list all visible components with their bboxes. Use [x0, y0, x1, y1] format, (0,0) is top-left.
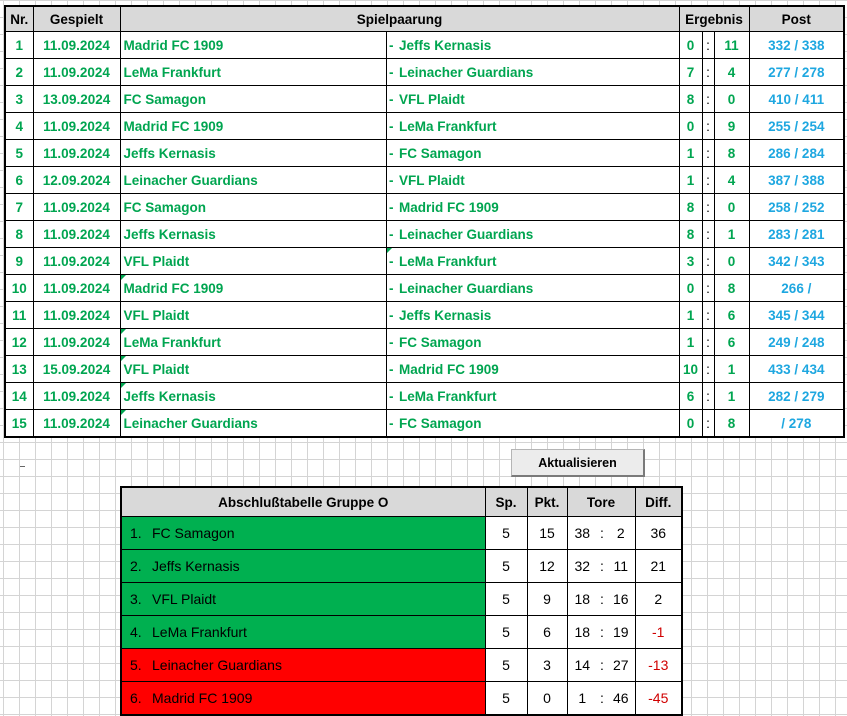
match-post[interactable]: / 278 [749, 410, 844, 438]
match-home-goals[interactable]: 1 [679, 140, 702, 167]
match-row [5, 194, 844, 221]
match-home-goals[interactable]: 1 [679, 167, 702, 194]
match-separator[interactable]: - [386, 113, 396, 140]
match-away-team[interactable]: VFL Plaidt [396, 86, 679, 113]
match-date[interactable]: 11.09.2024 [33, 140, 120, 167]
match-schedule-table [4, 5, 845, 438]
match-home-goals[interactable]: 0 [679, 113, 702, 140]
match-score-colon[interactable]: : [702, 194, 714, 221]
match-row [5, 140, 844, 167]
standings-goals-colon[interactable]: : [597, 649, 607, 682]
match-home-team[interactable]: Jeffs Kernasis [120, 221, 386, 248]
match-post[interactable]: 433 / 434 [749, 356, 844, 383]
match-separator[interactable]: - [386, 194, 396, 221]
match-score-colon[interactable]: : [702, 410, 714, 438]
match-separator[interactable]: - [386, 383, 396, 410]
match-away-goals[interactable]: 1 [714, 221, 749, 248]
standings-goals-against[interactable]: 46 [607, 682, 635, 716]
match-nr[interactable]: 3 [5, 86, 33, 113]
match-score-colon[interactable]: : [702, 140, 714, 167]
standings-goals-colon[interactable]: : [597, 550, 607, 583]
match-home-team[interactable]: VFL Plaidt [120, 248, 386, 275]
match-date[interactable]: 12.09.2024 [33, 167, 120, 194]
match-date[interactable]: 11.09.2024 [33, 194, 120, 221]
match-row [5, 59, 844, 86]
standings-diff[interactable]: -1 [635, 616, 682, 649]
standings-header-pkt[interactable]: Pkt. [527, 487, 567, 517]
match-date[interactable]: 11.09.2024 [33, 32, 120, 59]
match-date[interactable]: 11.09.2024 [33, 410, 120, 438]
standings-rank: 6. [130, 690, 142, 706]
match-date[interactable]: 11.09.2024 [33, 329, 120, 356]
standings-rank: 2. [130, 558, 142, 574]
match-row [5, 329, 844, 356]
match-nr[interactable]: 6 [5, 167, 33, 194]
match-separator[interactable]: - [386, 302, 396, 329]
match-separator[interactable]: - [386, 59, 396, 86]
match-score-colon[interactable]: : [702, 167, 714, 194]
match-date[interactable]: 11.09.2024 [33, 59, 120, 86]
match-away-goals[interactable]: 0 [714, 194, 749, 221]
match-away-goals[interactable]: 8 [714, 410, 749, 438]
standings-goals-for[interactable]: 18 [567, 616, 597, 649]
match-away-team[interactable]: Jeffs Kernasis [396, 302, 679, 329]
match-home-team[interactable]: VFL Plaidt [120, 302, 386, 329]
match-away-goals[interactable]: 1 [714, 383, 749, 410]
match-post[interactable]: 266 / [749, 275, 844, 302]
match-post[interactable]: 387 / 388 [749, 167, 844, 194]
match-home-team[interactable]: FC Samagon [120, 194, 386, 221]
standings-pkt[interactable]: 12 [527, 550, 567, 583]
standings-team-name: Jeffs Kernasis [152, 558, 240, 574]
match-away-goals[interactable]: 8 [714, 140, 749, 167]
match-home-team[interactable]: Jeffs Kernasis [120, 383, 386, 410]
match-home-goals[interactable]: 3 [679, 248, 702, 275]
match-score-colon[interactable]: : [702, 248, 714, 275]
match-date[interactable]: 13.09.2024 [33, 86, 120, 113]
header-post[interactable]: Post [749, 6, 844, 32]
match-nr[interactable]: 12 [5, 329, 33, 356]
standings-row [121, 649, 682, 682]
match-score-colon[interactable]: : [702, 221, 714, 248]
standings-team-name: LeMa Frankfurt [152, 624, 247, 640]
match-nr[interactable]: 14 [5, 383, 33, 410]
standings-diff[interactable]: -45 [635, 682, 682, 716]
match-home-team[interactable]: Madrid FC 1909 [120, 113, 386, 140]
match-post[interactable]: 342 / 343 [749, 248, 844, 275]
standings-diff[interactable]: -13 [635, 649, 682, 682]
standings-rank: 4. [130, 624, 142, 640]
standings-pkt[interactable]: 15 [527, 517, 567, 550]
match-away-goals[interactable]: 9 [714, 113, 749, 140]
match-date[interactable]: 11.09.2024 [33, 383, 120, 410]
match-score-colon[interactable]: : [702, 86, 714, 113]
match-nr[interactable]: 5 [5, 140, 33, 167]
match-post[interactable]: 282 / 279 [749, 383, 844, 410]
match-nr[interactable]: 4 [5, 113, 33, 140]
standings-goals-against[interactable]: 19 [607, 616, 635, 649]
match-away-goals[interactable]: 6 [714, 302, 749, 329]
match-separator[interactable]: - [386, 32, 396, 59]
match-home-goals[interactable]: 7 [679, 59, 702, 86]
standings-team-cell[interactable] [121, 550, 485, 583]
match-home-goals[interactable]: 0 [679, 275, 702, 302]
standings-goals-for[interactable]: 1 [567, 682, 597, 716]
match-score-colon[interactable]: : [702, 302, 714, 329]
standings-header-row [121, 487, 682, 517]
match-away-team[interactable]: Leinacher Guardians [396, 275, 679, 302]
match-home-goals[interactable]: 1 [679, 302, 702, 329]
match-score-colon[interactable]: : [702, 383, 714, 410]
standings-goals-for[interactable]: 38 [567, 517, 597, 550]
match-away-goals[interactable]: 6 [714, 329, 749, 356]
match-away-team[interactable]: Jeffs Kernasis [396, 32, 679, 59]
standings-sp[interactable]: 5 [485, 517, 527, 550]
match-score-colon[interactable]: : [702, 113, 714, 140]
match-home-team[interactable]: VFL Plaidt [120, 356, 386, 383]
match-nr[interactable]: 2 [5, 59, 33, 86]
match-separator[interactable]: - [386, 248, 396, 275]
match-separator[interactable]: - [386, 140, 396, 167]
match-row [5, 302, 844, 329]
standings-goals-colon[interactable]: : [597, 517, 607, 550]
match-row [5, 356, 844, 383]
match-away-team[interactable]: LeMa Frankfurt [396, 383, 679, 410]
standings-goals-for[interactable]: 14 [567, 649, 597, 682]
match-home-team[interactable]: Leinacher Guardians [120, 167, 386, 194]
match-row [5, 221, 844, 248]
match-row [5, 248, 844, 275]
match-away-goals[interactable]: 8 [714, 275, 749, 302]
match-home-goals[interactable]: 6 [679, 383, 702, 410]
match-nr[interactable]: 15 [5, 410, 33, 438]
match-away-team[interactable]: FC Samagon [396, 140, 679, 167]
match-home-goals[interactable]: 8 [679, 194, 702, 221]
match-away-team[interactable]: LeMa Frankfurt [396, 248, 679, 275]
match-row [5, 113, 844, 140]
header-nr[interactable]: Nr. [5, 6, 33, 32]
standings-row [121, 517, 682, 550]
match-score-colon[interactable]: : [702, 329, 714, 356]
standings-row [121, 616, 682, 649]
standings-rank: 3. [130, 591, 142, 607]
match-away-goals[interactable]: 1 [714, 356, 749, 383]
match-separator[interactable]: - [386, 275, 396, 302]
header-spielpaarung[interactable]: Spielpaarung [120, 6, 679, 32]
match-separator[interactable]: - [386, 86, 396, 113]
match-home-team[interactable]: Jeffs Kernasis [120, 140, 386, 167]
match-post[interactable]: 255 / 254 [749, 113, 844, 140]
match-home-team[interactable]: LeMa Frankfurt [120, 329, 386, 356]
standings-header-sp[interactable]: Sp. [485, 487, 527, 517]
match-home-goals[interactable]: 0 [679, 32, 702, 59]
header-ergebnis[interactable]: Ergebnis [679, 6, 749, 32]
match-date[interactable]: 11.09.2024 [33, 302, 120, 329]
match-away-team[interactable]: LeMa Frankfurt [396, 113, 679, 140]
match-post[interactable]: 410 / 411 [749, 86, 844, 113]
match-home-goals[interactable]: 0 [679, 410, 702, 438]
standings-pkt[interactable]: 9 [527, 583, 567, 616]
standings-goals-for[interactable]: 18 [567, 583, 597, 616]
match-post[interactable]: 283 / 281 [749, 221, 844, 248]
match-row [5, 383, 844, 410]
match-date[interactable]: 11.09.2024 [33, 248, 120, 275]
match-away-team[interactable]: Leinacher Guardians [396, 59, 679, 86]
match-header-row [5, 6, 844, 32]
match-away-team[interactable]: Leinacher Guardians [396, 221, 679, 248]
standings-header-diff[interactable]: Diff. [635, 487, 682, 517]
standings-team-cell[interactable] [121, 682, 485, 716]
standings-table [120, 486, 683, 716]
match-post[interactable]: 332 / 338 [749, 32, 844, 59]
match-home-team[interactable]: Leinacher Guardians [120, 410, 386, 438]
match-separator[interactable]: - [386, 410, 396, 438]
match-row [5, 275, 844, 302]
match-score-colon[interactable]: : [702, 59, 714, 86]
aktualisieren-button[interactable]: Aktualisieren [511, 449, 645, 477]
match-date[interactable]: 11.09.2024 [33, 221, 120, 248]
match-home-goals[interactable]: 8 [679, 221, 702, 248]
standings-sp[interactable]: 5 [485, 550, 527, 583]
standings-title[interactable]: Abschlußtabelle Gruppe O [121, 487, 485, 517]
standings-team-name: Madrid FC 1909 [152, 690, 253, 706]
standings-goals-against[interactable]: 11 [607, 550, 635, 583]
standings-row [121, 682, 682, 716]
standings-sp[interactable]: 5 [485, 583, 527, 616]
standings-diff[interactable]: 36 [635, 517, 682, 550]
match-away-goals[interactable]: 4 [714, 59, 749, 86]
standings-team-name: VFL Plaidt [152, 591, 217, 607]
match-separator[interactable]: - [386, 329, 396, 356]
match-row [5, 86, 844, 113]
standings-pkt[interactable]: 0 [527, 682, 567, 716]
stray-cell-mark [20, 466, 25, 467]
standings-row [121, 583, 682, 616]
match-post[interactable]: 286 / 284 [749, 140, 844, 167]
match-away-team[interactable]: FC Samagon [396, 329, 679, 356]
match-away-goals[interactable]: 4 [714, 167, 749, 194]
standings-team-name: Leinacher Guardians [152, 657, 282, 673]
match-home-team[interactable]: LeMa Frankfurt [120, 59, 386, 86]
standings-goals-for[interactable]: 32 [567, 550, 597, 583]
standings-sp[interactable]: 5 [485, 616, 527, 649]
match-post[interactable]: 249 / 248 [749, 329, 844, 356]
match-nr[interactable]: 11 [5, 302, 33, 329]
match-score-colon[interactable]: : [702, 32, 714, 59]
standings-row [121, 550, 682, 583]
match-separator[interactable]: - [386, 356, 396, 383]
standings-goals-colon[interactable]: : [597, 583, 607, 616]
standings-diff[interactable]: 2 [635, 583, 682, 616]
match-nr[interactable]: 1 [5, 32, 33, 59]
match-nr[interactable]: 7 [5, 194, 33, 221]
standings-sp[interactable]: 5 [485, 649, 527, 682]
standings-goals-colon[interactable]: : [597, 616, 607, 649]
match-separator[interactable]: - [386, 221, 396, 248]
match-home-goals[interactable]: 10 [679, 356, 702, 383]
match-home-team[interactable]: Madrid FC 1909 [120, 275, 386, 302]
standings-team-cell[interactable] [121, 649, 485, 682]
standings-sp[interactable]: 5 [485, 682, 527, 716]
match-score-colon[interactable]: : [702, 356, 714, 383]
standings-team-cell[interactable] [121, 583, 485, 616]
match-date[interactable]: 11.09.2024 [33, 275, 120, 302]
match-date[interactable]: 15.09.2024 [33, 356, 120, 383]
match-away-team[interactable]: Madrid FC 1909 [396, 194, 679, 221]
match-nr[interactable]: 10 [5, 275, 33, 302]
standings-goals-colon[interactable]: : [597, 682, 607, 716]
match-post[interactable]: 277 / 278 [749, 59, 844, 86]
match-away-team[interactable]: VFL Plaidt [396, 167, 679, 194]
standings-goals-against[interactable]: 16 [607, 583, 635, 616]
match-post[interactable]: 258 / 252 [749, 194, 844, 221]
match-row [5, 410, 844, 438]
match-away-goals[interactable]: 0 [714, 86, 749, 113]
match-score-colon[interactable]: : [702, 275, 714, 302]
match-nr[interactable]: 9 [5, 248, 33, 275]
header-gespielt[interactable]: Gespielt [33, 6, 120, 32]
standings-goals-against[interactable]: 2 [607, 517, 635, 550]
standings-header-tore[interactable]: Tore [567, 487, 635, 517]
match-post[interactable]: 345 / 344 [749, 302, 844, 329]
standings-diff[interactable]: 21 [635, 550, 682, 583]
standings-team-cell[interactable] [121, 616, 485, 649]
match-row [5, 32, 844, 59]
match-row [5, 167, 844, 194]
standings-rank: 1. [130, 525, 142, 541]
match-away-goals[interactable]: 0 [714, 248, 749, 275]
match-away-team[interactable]: FC Samagon [396, 410, 679, 438]
match-nr[interactable]: 13 [5, 356, 33, 383]
match-home-goals[interactable]: 8 [679, 86, 702, 113]
match-nr[interactable]: 8 [5, 221, 33, 248]
match-away-team[interactable]: Madrid FC 1909 [396, 356, 679, 383]
standings-team-cell[interactable] [121, 517, 485, 550]
standings-pkt[interactable]: 3 [527, 649, 567, 682]
match-home-goals[interactable]: 1 [679, 329, 702, 356]
standings-rank: 5. [130, 657, 142, 673]
match-home-team[interactable]: FC Samagon [120, 86, 386, 113]
standings-pkt[interactable]: 6 [527, 616, 567, 649]
match-separator[interactable]: - [386, 167, 396, 194]
match-away-goals[interactable]: 11 [714, 32, 749, 59]
match-date[interactable]: 11.09.2024 [33, 113, 120, 140]
standings-goals-against[interactable]: 27 [607, 649, 635, 682]
match-home-team[interactable]: Madrid FC 1909 [120, 32, 386, 59]
standings-team-name: FC Samagon [152, 525, 235, 541]
